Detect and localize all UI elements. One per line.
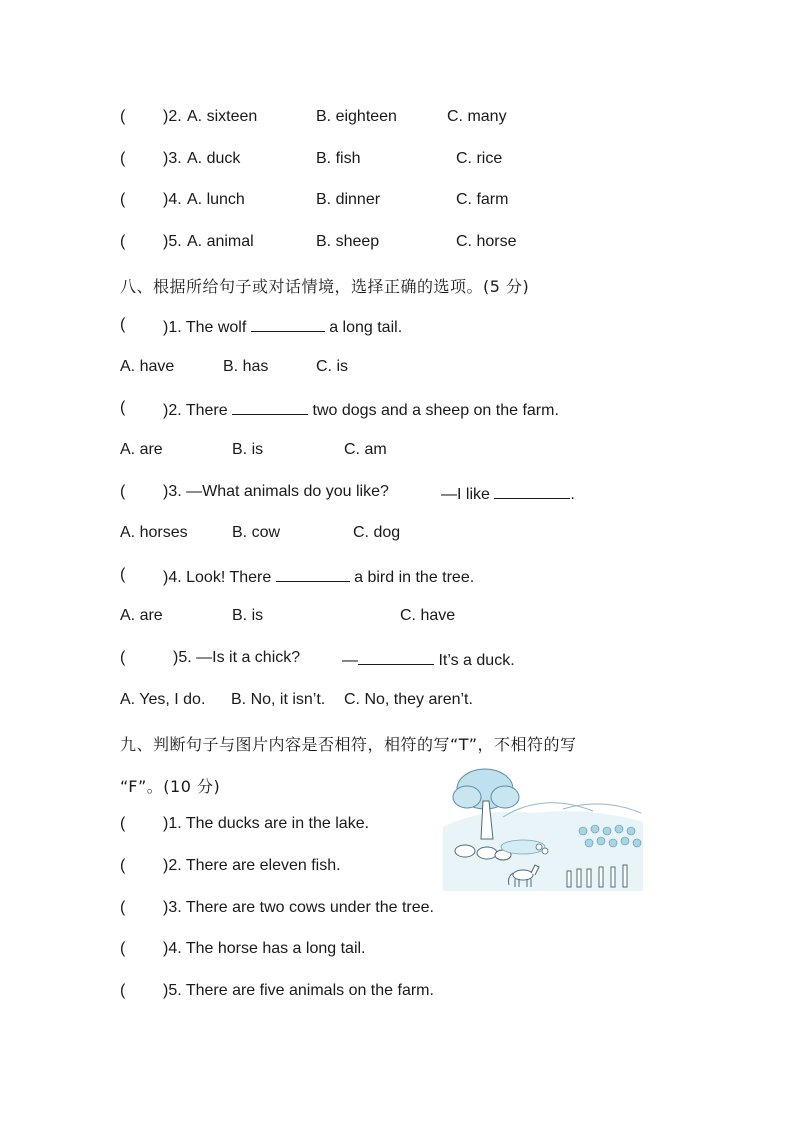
fill-blank[interactable]	[358, 649, 434, 665]
answer-paren[interactable]: (	[120, 982, 126, 999]
question-text	[163, 399, 559, 420]
question-text	[163, 566, 474, 587]
option-a: A. are	[120, 607, 163, 624]
statement-text: )3. There are two cows under the tree.	[163, 899, 434, 916]
option-b: B. has	[223, 358, 269, 375]
question-number: )3.	[163, 150, 182, 167]
fill-blank[interactable]	[494, 483, 570, 499]
answer-paren[interactable]: (	[120, 649, 126, 666]
statement-text: )5. There are five animals on the farm.	[163, 982, 434, 999]
option-b: B. is	[232, 607, 264, 624]
answer-paren[interactable]: (	[120, 483, 126, 500]
answer-stem: —	[342, 652, 358, 669]
question-tail: a long tail.	[324, 319, 403, 336]
option-c: C. farm	[456, 191, 509, 208]
statement-text: )1. The ducks are in the lake.	[163, 815, 370, 832]
option-c: C. am	[344, 441, 387, 458]
option-b: B. cow	[232, 524, 281, 541]
answer-paren[interactable]: (	[120, 150, 126, 167]
option-c: C. have	[400, 607, 456, 624]
fill-blank[interactable]	[276, 566, 350, 582]
question-tail: .	[570, 486, 575, 503]
option-b: B. dinner	[316, 191, 381, 208]
fill-blank[interactable]	[251, 316, 325, 332]
statement-text: )4. The horse has a long tail.	[163, 940, 366, 957]
question-number: )5.	[163, 233, 182, 250]
answer-paren[interactable]: (	[120, 940, 126, 957]
answer-paren[interactable]: (	[120, 399, 126, 416]
option-c: C. No, they aren’t.	[344, 691, 473, 708]
option-a: A. animal	[187, 233, 254, 250]
farm-scene-image	[443, 767, 643, 891]
question-text	[163, 316, 402, 337]
option-c: C. horse	[456, 233, 517, 250]
section8-heading: 八、根据所给句子或对话情境，选择正确的选项。(5 分)	[120, 277, 530, 296]
question-number: )2.	[163, 108, 182, 125]
question-tail: It’s a duck.	[434, 652, 515, 669]
answer-line	[441, 483, 575, 504]
statement-text: )2. There are eleven fish.	[163, 857, 341, 874]
answer-paren[interactable]: (	[120, 857, 126, 874]
answer-paren[interactable]: (	[120, 566, 126, 583]
option-a: A. sixteen	[187, 108, 258, 125]
option-c: C. many	[447, 108, 507, 125]
option-a: A. horses	[120, 524, 188, 541]
option-b: B. fish	[316, 150, 361, 167]
section9-heading-cont: “F”。(10 分)	[120, 777, 221, 796]
option-a: A. lunch	[187, 191, 245, 208]
answer-paren[interactable]: (	[120, 815, 126, 832]
option-b: B. No, it isn’t.	[231, 691, 326, 708]
fill-blank[interactable]	[232, 399, 308, 415]
question-tail: a bird in the tree.	[349, 569, 475, 586]
answer-line	[342, 649, 515, 670]
question-tail: two dogs and a sheep on the farm.	[308, 402, 559, 419]
answer-paren[interactable]: (	[120, 191, 126, 208]
option-b: B. is	[232, 441, 264, 458]
question-stem: )1. The wolf	[163, 319, 251, 336]
option-a: A. Yes, I do.	[120, 691, 206, 708]
answer-stem: —I like	[441, 486, 495, 503]
option-a: A. have	[120, 358, 175, 375]
answer-paren[interactable]: (	[120, 899, 126, 916]
option-c: C. is	[316, 358, 348, 375]
answer-paren[interactable]: (	[120, 233, 126, 250]
question-stem: )2. There	[163, 402, 233, 419]
answer-paren[interactable]: (	[120, 108, 126, 125]
question-number: )4.	[163, 191, 182, 208]
option-c: C. dog	[353, 524, 401, 541]
question-stem: )5. —Is it a chick?	[173, 649, 301, 666]
option-c: C. rice	[456, 150, 503, 167]
question-stem: )3. —What animals do you like?	[163, 483, 389, 500]
section9-heading: 九、判断句子与图片内容是否相符，相符的写“T”，不相符的写	[120, 735, 577, 754]
option-b: B. sheep	[316, 233, 380, 250]
option-b: B. eighteen	[316, 108, 397, 125]
question-stem: )4. Look! There	[163, 569, 276, 586]
option-a: A. duck	[187, 150, 241, 167]
option-a: A. are	[120, 441, 163, 458]
answer-paren[interactable]: (	[120, 316, 126, 333]
